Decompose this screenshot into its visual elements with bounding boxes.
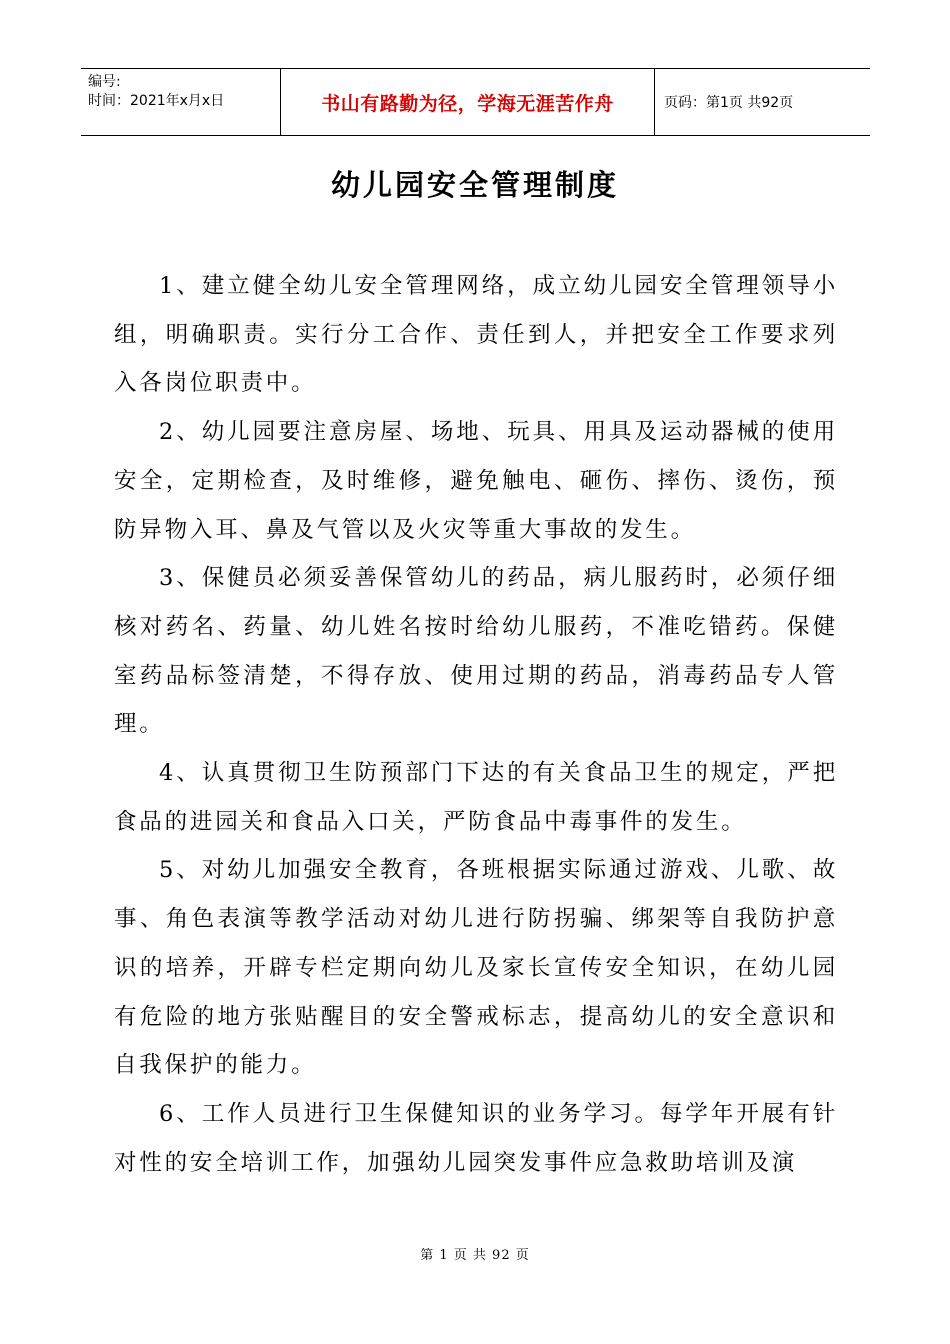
- paragraph-2: 2、幼儿园要注意房屋、场地、玩具、用具及运动器械的使用安全，定期检查，及时维修，避免触电、砸伤、摔伤、烫伤，预防异物入耳、鼻及气管以及火灾等重大事故的发生。: [114, 419, 838, 543]
- document-header: [81, 68, 870, 136]
- header-motto: 书山有路勤为径，学海无涯苦作舟: [281, 69, 655, 135]
- paragraph-5: 5、对幼儿加强安全教育，各班根据实际通过游戏、儿歌、故事、角色表演等教学活动对幼儿进行防拐骗、绑架等自我防护意识的培养，开辟专栏定期向幼儿及家长宣传安全知识，在幼儿园有危险的地方张贴醒目的安全警戒标志，提高幼儿的安全意识和自我保护的能力。: [114, 857, 838, 1079]
- document-title: 幼儿园安全管理制度: [330, 168, 619, 202]
- header-page-info: 页码：第1页 共92页: [664, 95, 794, 111]
- header-meta-cell: [81, 69, 281, 135]
- document-body: [114, 262, 838, 1187]
- paragraph-6: 6、工作人员进行卫生保健知识的业务学习。每学年开展有针对性的安全培训工作，加强幼儿园突发事件应急救助培训及演: [114, 1100, 838, 1176]
- document-number-label: 编号:: [88, 74, 121, 90]
- paragraph-1: 1、建立健全幼儿安全管理网络，成立幼儿园安全管理领导小组，明确职责。实行分工合作、责任到人，并把安全工作要求列入各岗位职责中。: [114, 273, 838, 397]
- document-time-label: 时间：2021年x月x日: [88, 93, 225, 109]
- page-footer: 第 1 页 共 92 页: [420, 1248, 530, 1263]
- paragraph-3: 3、保健员必须妥善保管幼儿的药品，病儿服药时，必须仔细核对药名、药量、幼儿姓名按时给幼儿服药，不准吃错药。保健室药品标签清楚，不得存放、使用过期的药品，消毒药品专人管理。: [114, 565, 838, 738]
- paragraph-4: 4、认真贯彻卫生防预部门下达的有关食品卫生的规定，严把食品的进园关和食品入口关，严防食品中毒事件的发生。: [114, 760, 838, 835]
